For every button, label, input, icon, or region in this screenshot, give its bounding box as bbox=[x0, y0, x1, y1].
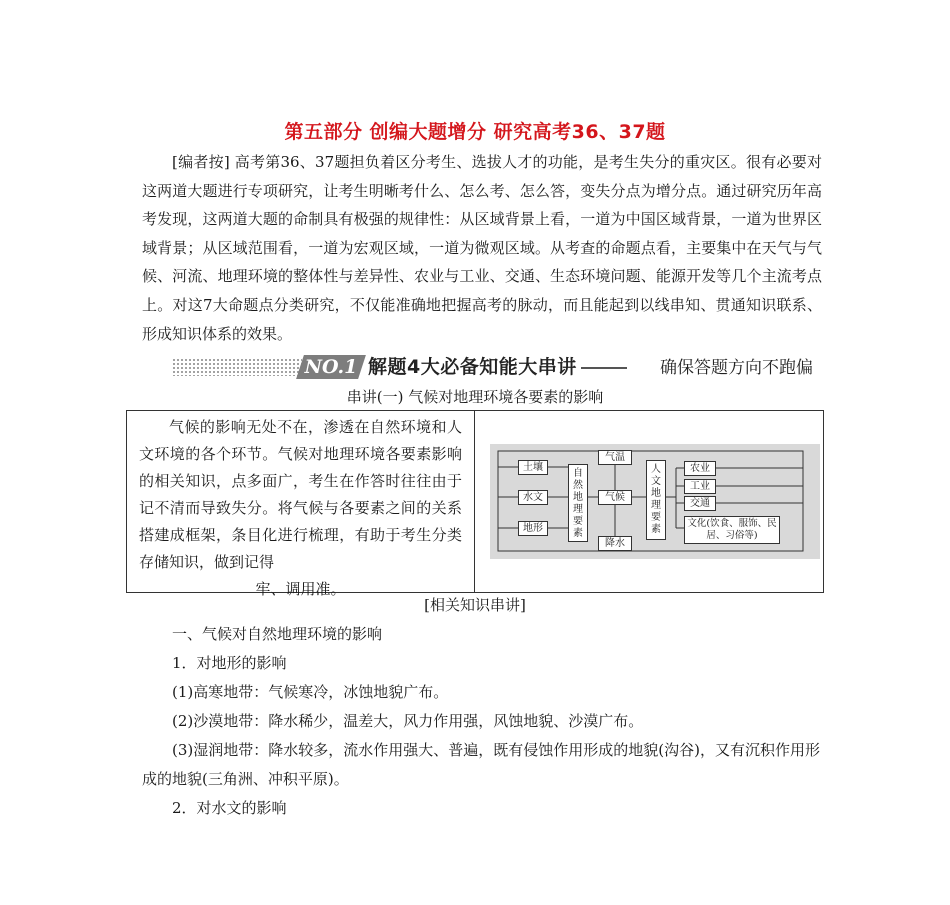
body-content bbox=[142, 620, 832, 823]
intro-section bbox=[142, 148, 822, 348]
section-heading: 串讲(一) 气候对地理环境各要素的影响 bbox=[346, 388, 604, 406]
subheading-hydrology: 2．对水文的影响 bbox=[172, 799, 287, 817]
page-title: 第五部分 创编大题增分 研究高考36、37题 bbox=[284, 121, 666, 143]
summary-paragraph: 气候的影响无处不在，渗透在自然环境和人文环境的各个环节。气候对地理环境各要素影响的相关知识，点多面广，考生在作答时往往由于记不清而导致失分。将气候与各要素之间的关系搭建成框架，条目化进行梳理，有助于考生分类存储知识，做到记得 bbox=[139, 418, 462, 571]
diagram-node-terrain: 地形 bbox=[518, 521, 548, 536]
diagram-node-water: 水文 bbox=[518, 490, 548, 505]
diagram-node-climate: 气候 bbox=[598, 490, 632, 505]
summary-text-cell bbox=[127, 411, 475, 598]
banner-dash bbox=[581, 367, 627, 369]
badge-no1 bbox=[296, 355, 366, 379]
banner-subtitle: 确保答题方向不跑偏 bbox=[660, 358, 813, 378]
diagram-cell bbox=[475, 411, 823, 592]
heading-climate-natural: 一、气候对自然地理环境的影响 bbox=[172, 625, 383, 643]
summary-box bbox=[126, 410, 824, 598]
intro-paragraph: [编者按] 高考第36、37题担负着区分考生、选拔人才的功能，是考生失分的重灾区。很有必要对这两道大题进行专项研究，让考生明晰考什么、怎么考、怎么答，变失分点为增分点。通过研究历年高考发现，这两道大题的命制具有极强的规律性：从区域背景上看，一道为中国区域背景，一道为世界区域背景；从区域范围看，一道为宏观区域，一道为微观区域。从考查的命题点看，主要集中在天气与气候、河流、地理环境的整体性与差异性、农业与工业、交通、生态环境问题、能源开发等几个主流考点上。对这7大命题点分类研究，不仅能准确地把握高考的脉动，而且能起到以线串知、贯通知识联系、形成知识体系的效果。 bbox=[142, 153, 822, 343]
diagram-node-culture: 文化(饮食、服饰、民居、习俗等) bbox=[684, 516, 780, 544]
climate-influence-diagram bbox=[490, 444, 820, 559]
item-desert: (2)沙漠地带：降水稀少，温差大，风力作用强，风蚀地貌、沙漠广布。 bbox=[172, 712, 644, 730]
subheading-terrain: 1．对地形的影响 bbox=[172, 654, 287, 672]
related-knowledge-label: [相关知识串讲] bbox=[424, 596, 526, 614]
badge-label: NO.1 bbox=[304, 356, 358, 378]
item-humid: (3)湿润地带：降水较多，流水作用强大、普遍，既有侵蚀作用形成的地貌(沟谷)，又有沉积作用形成的地貌(三角洲、冲积平原)。 bbox=[142, 741, 820, 788]
item-alpine: (1)高寒地带：气候寒冷，冰蚀地貌广布。 bbox=[172, 683, 449, 701]
diagram-node-agriculture: 农业 bbox=[684, 461, 716, 476]
section-banner bbox=[172, 353, 830, 383]
diagram-node-precipitation: 降水 bbox=[598, 536, 632, 551]
human-label: 人文地理要素 bbox=[651, 464, 661, 535]
summary-paragraph-end: 牢、调用准。 bbox=[255, 580, 346, 598]
diagram-node-temperature: 气温 bbox=[598, 450, 632, 465]
natural-label: 自然地理要素 bbox=[573, 468, 583, 539]
diagram-node-natural bbox=[568, 464, 588, 542]
banner-title bbox=[368, 353, 629, 381]
diagram-node-soil: 土壤 bbox=[518, 460, 548, 475]
banner-main-text: 解题4大必备知能大串讲 bbox=[368, 356, 577, 378]
diagram-node-transport: 交通 bbox=[684, 496, 716, 511]
diagram-node-human bbox=[646, 460, 666, 540]
diagram-node-industry: 工业 bbox=[684, 479, 716, 494]
dotted-decoration bbox=[172, 358, 302, 376]
